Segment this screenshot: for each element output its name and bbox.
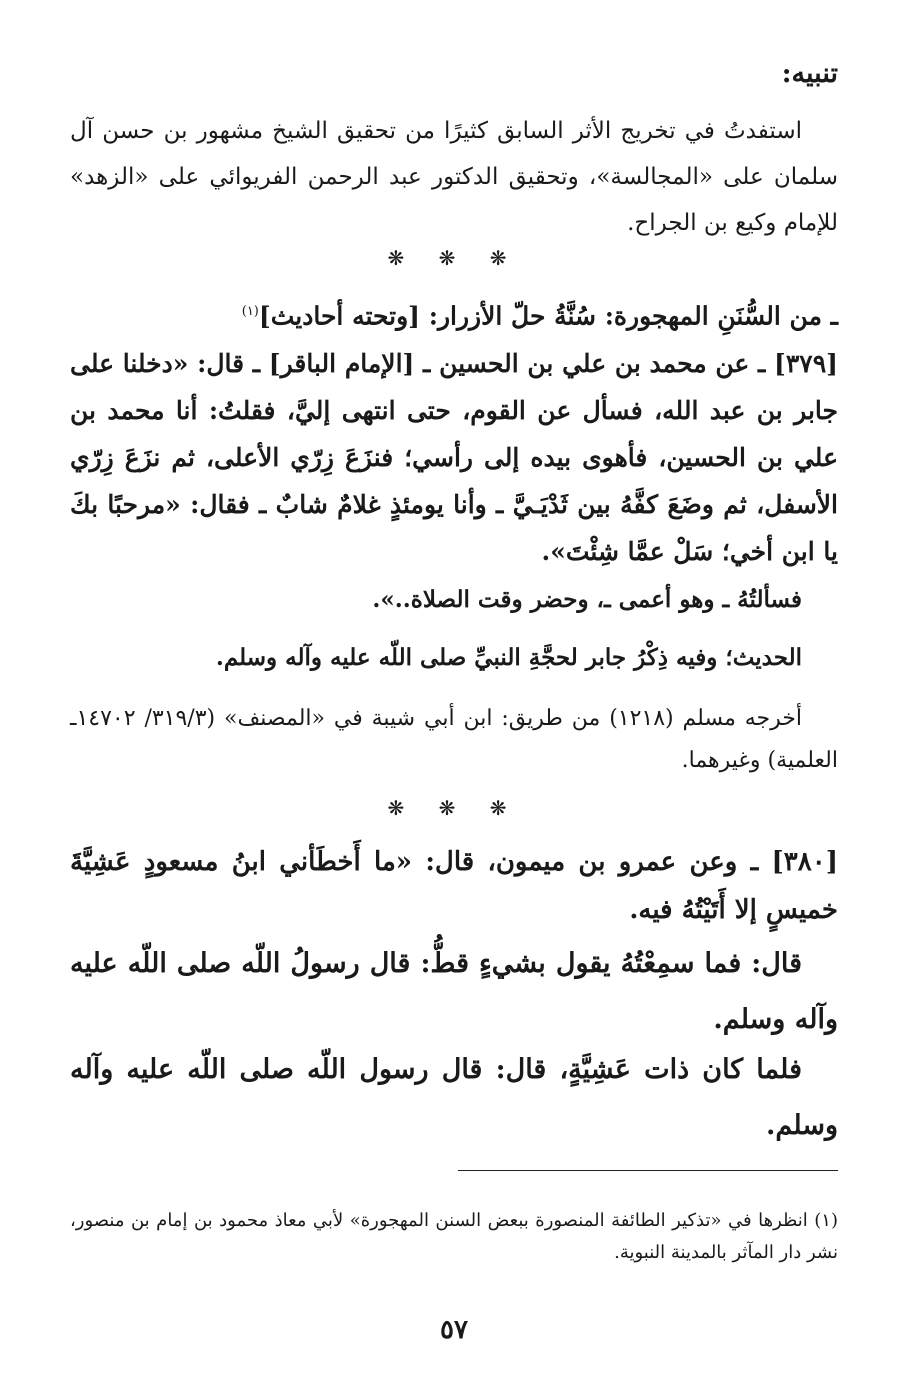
- sunnah-title-text: ـ من السُّنَنِ المهجورة: سُنَّةُ حلّ الأزرار: [وتحته أحاديث]: [258, 301, 838, 331]
- page-number: ٥٧: [440, 1315, 468, 1345]
- section-separator: ❋ ❋ ❋: [387, 796, 521, 820]
- section-separator: ❋ ❋ ❋: [387, 246, 521, 270]
- book-page: [70, 0, 838, 1393]
- hadith-380-paragraph-2: قال: فما سمِعْتُهُ يقول بشيءٍ قطُّ: قال رسولُ اللّه صلى اللّه عليه وآله وسلم.: [70, 948, 838, 1035]
- hadith-380-paragraph-3: فلما كان ذات عَشِيَّةٍ، قال: قال رسول اللّه صلى اللّه عليه وآله وسلم.: [70, 1054, 838, 1141]
- hadith-379-note: الحديث؛ وفيه ذِكْرُ جابر لحجَّةِ النبيِّ صلى اللّه عليه وآله وسلم.: [215, 644, 802, 671]
- hadith-379-continuation: فسألتُهُ ـ وهو أعمى ـ، وحضر وقت الصلاة..».: [372, 586, 802, 613]
- footnote-divider: [458, 1170, 838, 1171]
- hadith-379-takhrij: أخرجه مسلم (١٢١٨) من طريق: ابن أبي شيبة في «المصنف» (٣١٩/٣/ ١٤٧٠٢ـ العلمية) وغيرهما.: [70, 706, 838, 773]
- note-paragraph: استفدتُ في تخريج الأثر السابق كثيرًا من تحقيق الشيخ مشهور بن حسن آل سلمان على «المجالسة»، وتحقيق الدكتور عبد الرحمن الفريوائي على «الزهد» للإمام وكيع بن الجراح.: [70, 118, 838, 236]
- footnote-text: (١) انظرها في «تذكير الطائفة المنصورة ببعض السنن المهجورة» لأبي معاذ محمود بن إمام بن منصور، نشر دار المآثر بالمدينة النبوية.: [70, 1210, 838, 1263]
- footnote-reference: (١): [241, 304, 259, 319]
- sunnah-title: [70, 290, 838, 338]
- hadith-380-paragraph: [٣٨٠] ـ وعن عمرو بن ميمون، قال: «ما أَخطَأني ابنُ مسعودٍ عَشِيَّةَ خميسٍ إلا أَتَيْتُهُ فيه.: [70, 847, 838, 925]
- note-heading: تنبيه:: [781, 58, 838, 89]
- hadith-379-paragraph: [٣٧٩] ـ عن محمد بن علي بن الحسين ـ [الإمام الباقر] ـ قال: «دخلنا على جابر بن عبد الله، فسأل عن القوم، حتى انتهى إليَّ، فقلتُ: أنا محمد بن علي بن الحسين، فأهوى بيده إلى رأسي؛ فنزَعَ زِرّي الأعلى، ثم نزَعَ زِرّي الأسفل، ثم وضَعَ كفَّهُ بين ثَدْيَـيَّ ـ وأنا يومئذٍ غلامٌ شابٌ ـ فقال: «مرحبًا بكَ يا ابن أخي؛ سَلْ عمَّا شِئْتَ».: [70, 349, 838, 566]
